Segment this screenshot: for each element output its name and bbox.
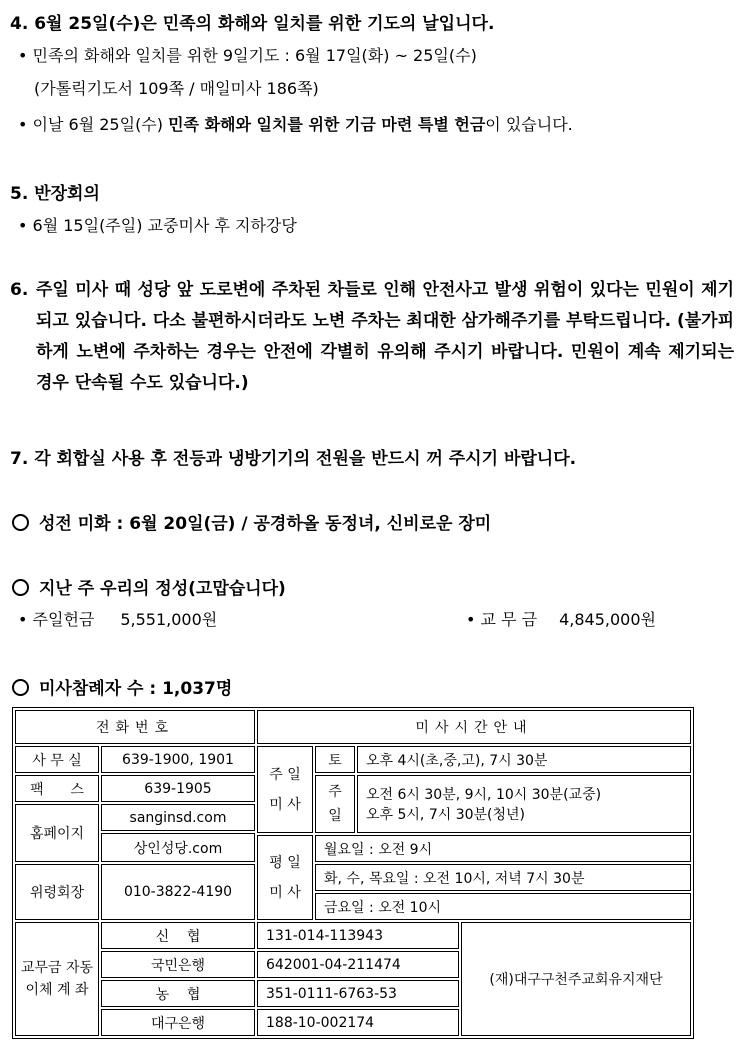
bank-account-number: 131-014-113943 [257, 922, 459, 949]
sunday-mass-time-1: 오전 6시 30분, 9시, 10시 30분(교중) [366, 787, 602, 803]
fax-value: 639-1905 [101, 775, 255, 802]
sunday-mass-time [357, 775, 691, 833]
item6-text: 주일 미사 때 성당 앞 도로변에 주차된 차들로 인해 안전사고 발생 위험이 있다는 민원이 제기되고 있습니다. 다소 불편하시더라도 노변 주차는 최대한 삼가해주기를 부탁드립니다. (불가피하게 노변에 주차하는 경우는 안전에 각별히 유의해 주시기 바랍니다. 민원이 계속 제기되는 경우 단속될 수도 있습니다.) [36, 280, 734, 393]
offering-tithe-amount: 4,845,000원 [559, 610, 656, 629]
offering-sunday-label: 주일헌금 [32, 610, 95, 629]
weekday-mass-label: 평 일 미 사 [257, 835, 313, 920]
item5-bullet: • 6월 15일(주일) 교중미사 후 지하강당 [18, 216, 297, 235]
bank-account-number: 188-10-002174 [257, 1009, 459, 1036]
mass-header: 미사시간안내 [257, 710, 691, 744]
item6-paragraph [10, 275, 734, 399]
item5-bullet-text: 6월 15일(주일) 교중미사 후 지하강당 [32, 216, 297, 235]
account-label: 교무금 자동이체 계 좌 [15, 922, 99, 1036]
tue-thu-mass-time: 화, 수, 목요일 : 오전 10시, 저녁 7시 30분 [315, 864, 691, 891]
offering-tithe-label: 교 무 금 [480, 610, 538, 629]
monday-mass-time: 월요일 : 오전 9시 [315, 835, 691, 862]
attendance-text: 미사참례자 수 : 1,037명 [39, 679, 233, 699]
bank-account-number: 642001-04-211474 [257, 951, 459, 978]
offering-heading-text: 지난 주 우리의 정성(고맙습니다) [39, 579, 286, 599]
saturday-label: 토 [315, 746, 355, 773]
sunday-label: 주 일 [315, 775, 355, 833]
item4-bullet-2: • 이날 6월 25일(수) 민족 화해와 일치를 위한 기금 마련 특별 헌금이 있습니다. [18, 115, 573, 134]
item4-bullet-2-prefix: 이날 6월 25일(수) [32, 115, 169, 134]
account-holder: (재)대구구천주교회유지재단 [461, 922, 691, 1036]
homepage-korean-url[interactable]: 상인성당.com [101, 833, 255, 862]
flowers-line [12, 509, 491, 534]
item4-bullet-2-bold: 민족 화해와 일치를 위한 기금 마련 특별 헌금 [168, 115, 486, 134]
item6-number: 6. [10, 280, 29, 300]
sunday-mass-label: 주 일 미 사 [257, 746, 313, 833]
item5-heading: 5. 반장회의 [10, 184, 100, 204]
sunday-mass-time-2: 오후 5시, 7시 30분(청년) [366, 807, 526, 823]
office-label: 사 무 실 [15, 746, 99, 773]
circle-bullet-icon [12, 514, 29, 531]
item4-bullet-1: • 민족의 화해와 일치를 위한 9일기도 : 6월 17일(화) ~ 25일(수) [18, 46, 477, 65]
chair-value: 010-3822-4190 [101, 864, 255, 920]
chair-label: 위령회장 [15, 864, 99, 920]
info-table [12, 707, 694, 1039]
offering-heading [12, 574, 286, 599]
offering-tithe: • 교 무 금 4,845,000원 [466, 610, 656, 629]
offering-sunday: • 주일헌금 5,551,000원 [18, 610, 218, 629]
fax-label: 팩 스 [15, 775, 99, 802]
bank-name: 신 협 [101, 922, 255, 949]
item4-bullet-2-suffix: 이 있습니다. [485, 115, 573, 134]
homepage-label: 홈페이지 [15, 804, 99, 862]
circle-bullet-icon [12, 679, 29, 696]
friday-mass-time: 금요일 : 오전 10시 [315, 893, 691, 920]
item4-heading: 4. 6월 25일(수)은 민족의 화해와 일치를 위한 기도의 날입니다. [10, 14, 495, 34]
bank-name: 농 협 [101, 980, 255, 1007]
item4-bullet-1-cont: (가톨릭기도서 109쪽 / 매일미사 186쪽) [34, 79, 319, 98]
offering-sunday-amount: 5,551,000원 [120, 610, 218, 629]
phone-header: 전화번호 [15, 710, 255, 744]
flowers-text: 성전 미화 : 6월 20일(금) / 공경하올 동정녀, 신비로운 장미 [39, 514, 492, 534]
item7-text: 7. 각 회합실 사용 후 전등과 냉방기기의 전원을 반드시 꺼 주시기 바랍니다. [10, 449, 577, 469]
office-value: 639-1900, 1901 [101, 746, 255, 773]
circle-bullet-icon [12, 579, 29, 596]
attendance-line [12, 674, 232, 699]
saturday-mass-time: 오후 4시(초,중,고), 7시 30분 [357, 746, 691, 773]
bank-account-number: 351-0111-6763-53 [257, 980, 459, 1007]
item4-bullet-1-text: 민족의 화해와 일치를 위한 9일기도 : 6월 17일(화) ~ 25일(수) [32, 46, 477, 65]
bank-name: 국민은행 [101, 951, 255, 978]
homepage-url[interactable]: sanginsd.com [101, 804, 255, 831]
bank-name: 대구은행 [101, 1009, 255, 1036]
